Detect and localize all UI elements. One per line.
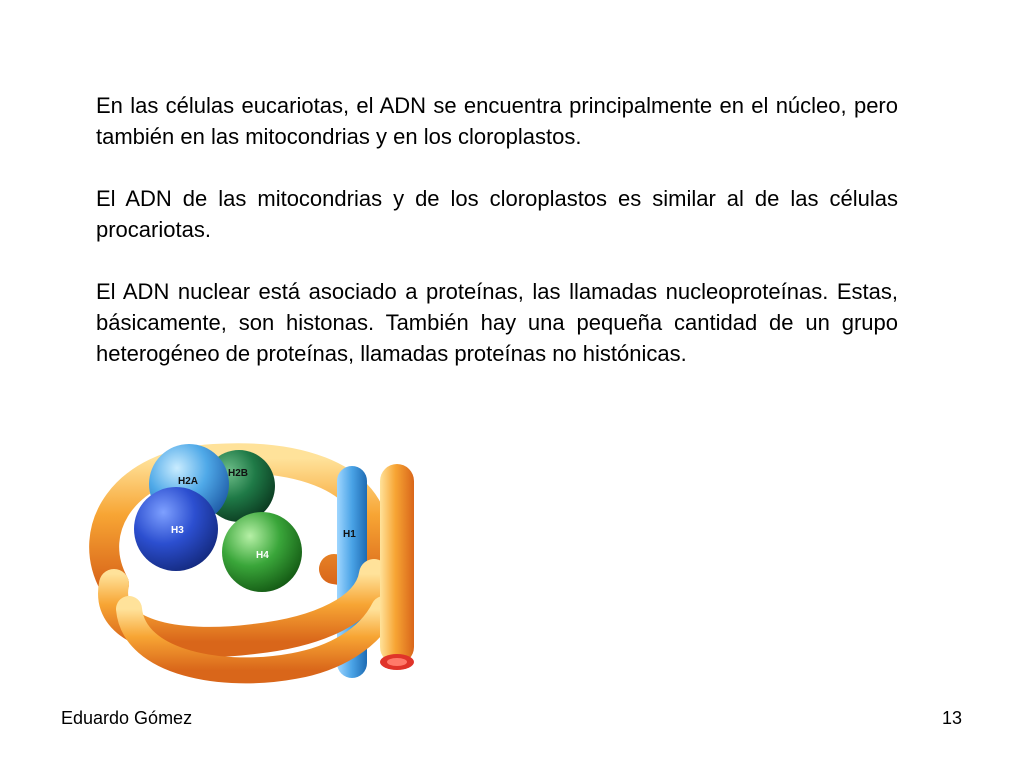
- label-h3: H3: [171, 525, 184, 536]
- label-h2b: H2B: [228, 468, 249, 479]
- paragraph-organelle-dna: El ADN de las mitocondrias y de los cloroplastos es similar al de las células procariotas.: [96, 186, 898, 242]
- nucleosome-drawing: [84, 434, 422, 688]
- slide-body-text: [96, 90, 898, 400]
- label-h2a: H2A: [178, 476, 199, 487]
- paragraph-nucleoproteins: El ADN nuclear está asociado a proteínas, las llamadas nucleoproteínas. Estas, básicamente, son histonas. También hay una pequeña cantidad de un grupo heterogéneo de proteínas, llamadas proteínas no histónicas.: [96, 279, 898, 366]
- dna-tube-vertical-end: [380, 464, 414, 664]
- label-h1: H1: [343, 529, 356, 540]
- dna-tube-cut-end-inner: [387, 658, 407, 666]
- footer-page-number: 13: [941, 708, 962, 728]
- footer-author: Eduardo Gómez: [61, 708, 193, 728]
- nucleosome-illustration: [84, 434, 422, 688]
- paragraph-eukaryotic-dna: En las células eucariotas, el ADN se encuentra principalmente en el núcleo, pero también en las mitocondrias y en los cloroplastos.: [96, 93, 898, 149]
- label-h4: H4: [256, 550, 269, 561]
